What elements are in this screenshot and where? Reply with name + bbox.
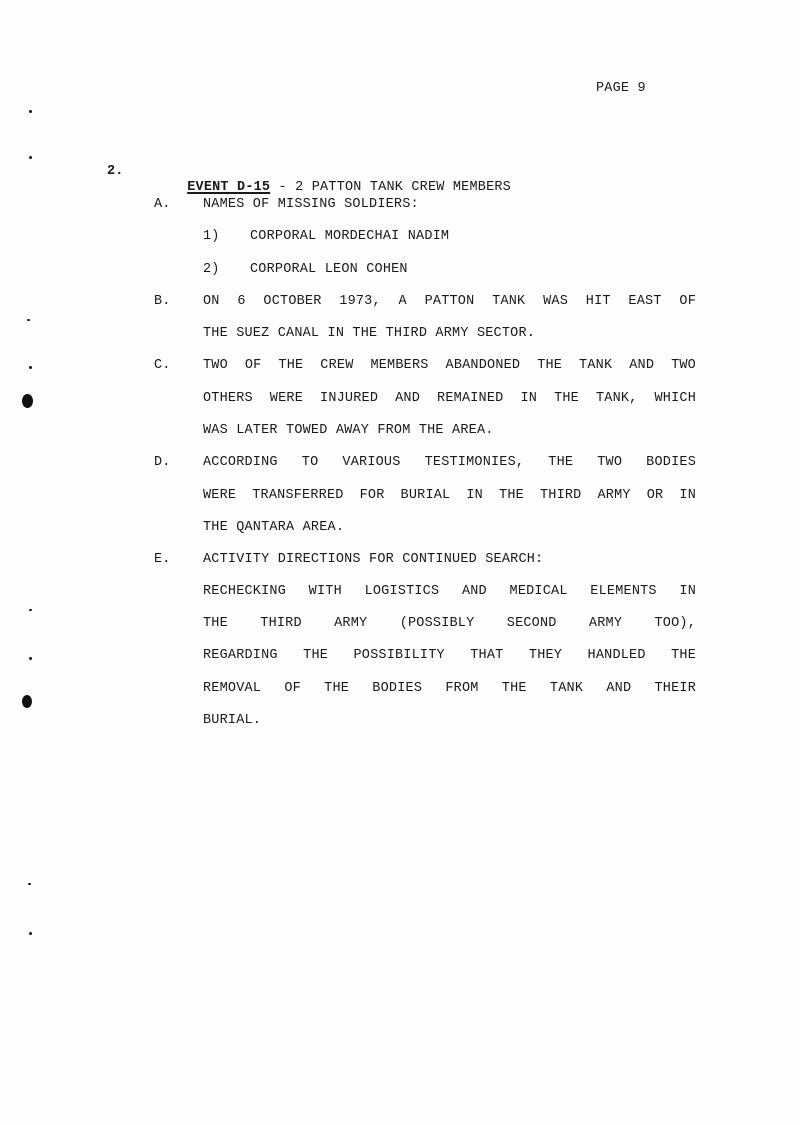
- scan-mark: [29, 932, 32, 935]
- section-b-letter: B.: [154, 294, 171, 309]
- section-e-line: REMOVAL OF THE BODIES FROM THE TANK AND THEIR: [203, 681, 696, 696]
- scan-mark: [29, 366, 32, 369]
- section-e-line: BURIAL.: [203, 713, 262, 728]
- scan-mark: [29, 609, 32, 611]
- section-d-line: ACCORDING TO VARIOUS TESTIMONIES, THE TWO BODIES: [203, 455, 696, 470]
- section-d-line: THE QANTARA AREA.: [203, 520, 345, 535]
- soldier-item-name: CORPORAL MORDECHAI NADIM: [250, 229, 450, 244]
- page-number: PAGE 9: [596, 81, 646, 96]
- section-c-letter: C.: [154, 358, 171, 373]
- section-e-line: THE THIRD ARMY (POSSIBLY SECOND ARMY TOO),: [203, 616, 696, 631]
- section-b-line: THE SUEZ CANAL IN THE THIRD ARMY SECTOR.: [203, 326, 536, 341]
- section-e-letter: E.: [154, 552, 171, 567]
- section-e-line: REGARDING THE POSSIBILITY THAT THEY HANDLED THE: [203, 648, 696, 663]
- soldier-item-name: CORPORAL LEON COHEN: [250, 262, 408, 277]
- soldier-item-number: 2): [203, 262, 220, 277]
- section-a-text: NAMES OF MISSING SOLDIERS:: [203, 197, 419, 212]
- scan-mark: [29, 657, 32, 660]
- scan-mark: [29, 110, 32, 113]
- section-d-letter: D.: [154, 455, 171, 470]
- event-number: 2.: [107, 164, 124, 179]
- punch-hole-mark: [22, 695, 32, 708]
- event-title: EVENT D-15: [187, 180, 271, 195]
- scan-mark: [28, 883, 31, 885]
- section-a-letter: A.: [154, 197, 171, 212]
- section-b-line: ON 6 OCTOBER 1973, A PATTON TANK WAS HIT EAST OF: [203, 294, 696, 309]
- section-d-line: WERE TRANSFERRED FOR BURIAL IN THE THIRD ARMY OR IN: [203, 488, 696, 503]
- punch-hole-mark: [22, 394, 33, 408]
- section-c-line: TWO OF THE CREW MEMBERS ABANDONED THE TANK AND TWO: [203, 358, 696, 373]
- section-c-line: OTHERS WERE INJURED AND REMAINED IN THE TANK, WHICH: [203, 391, 696, 406]
- soldier-item-number: 1): [203, 229, 220, 244]
- scan-mark: [27, 319, 30, 321]
- event-title-rest: - 2 PATTON TANK CREW MEMBERS: [270, 180, 511, 195]
- section-c-line: WAS LATER TOWED AWAY FROM THE AREA.: [203, 423, 494, 438]
- section-e-line: ACTIVITY DIRECTIONS FOR CONTINUED SEARCH:: [203, 552, 544, 567]
- section-e-line: RECHECKING WITH LOGISTICS AND MEDICAL ELEMENTS IN: [203, 584, 696, 599]
- scan-mark: [29, 156, 32, 159]
